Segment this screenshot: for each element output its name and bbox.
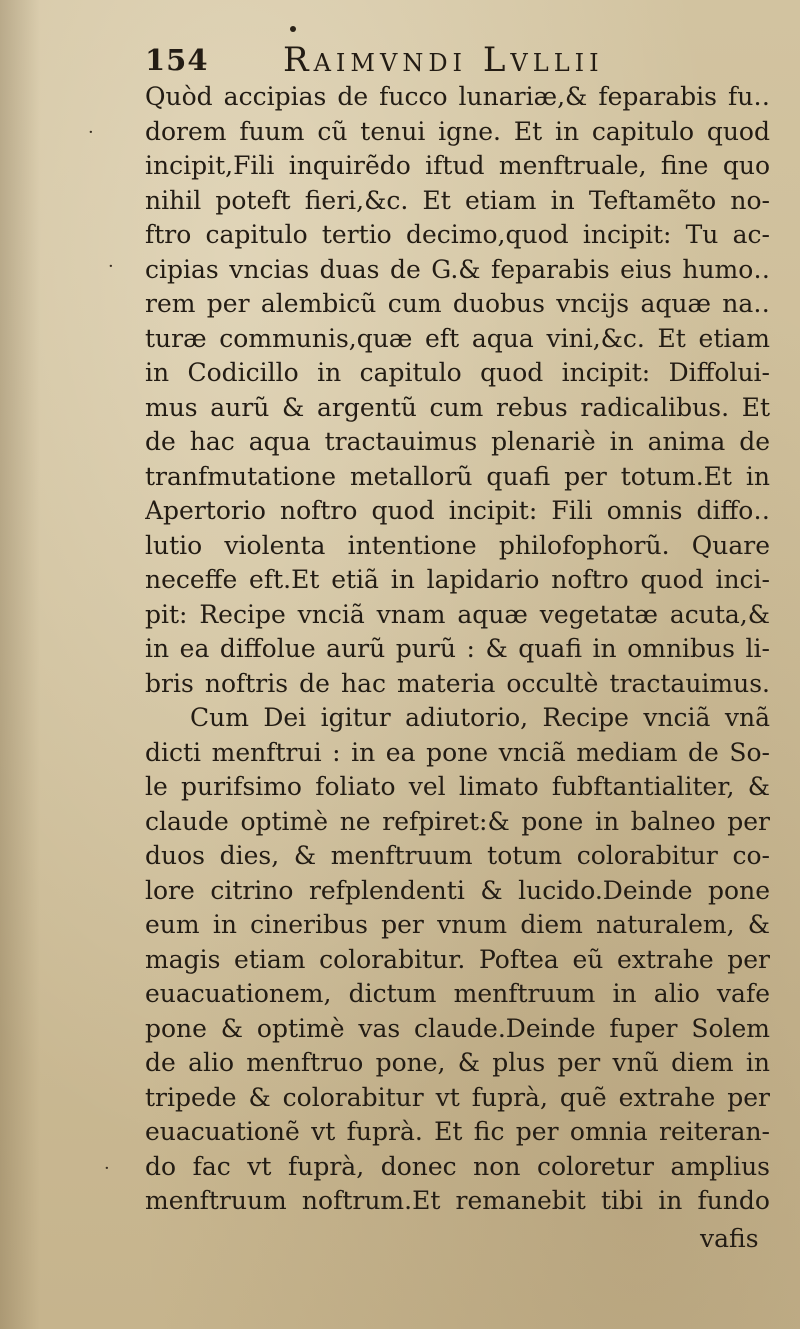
text-line: turæ communis,quæ eft aqua vini,&c. Et etiam	[145, 323, 770, 353]
text-line: pit: Recipe vnciã vnam aquæ vegetatæ acuta,&	[145, 599, 770, 629]
text-line: duos dies, & menftruum totum colorabitur co-	[145, 841, 770, 870]
text-line: do fac vt fuprà, donec non coloretur amplius	[145, 1151, 770, 1181]
text-line: magis etiam colorabitur. Poftea eũ extrahe per	[145, 944, 770, 974]
text-line: in Codicillo in capitulo quod incipit: Diffolui-	[145, 358, 770, 387]
text-line: euacuationẽ vt fuprà. Et fic per omnia reiteran-	[145, 1117, 770, 1146]
text-line: Apertorio noftro quod incipit: Fili omnis diffo‥	[145, 496, 770, 525]
text-line: neceffe eft.Et etiã in lapidario noftro quod inci-	[145, 565, 770, 594]
running-head	[145, 38, 765, 82]
text-line: Quòd accipias de fucco lunariæ,& feparabis fu‥	[145, 82, 770, 111]
text-line: le purifsimo foliato vel limato fubftantialiter, &	[145, 772, 770, 801]
text-line: dorem fuum cũ tenui igne. Et in capitulo quod	[145, 116, 770, 146]
body-text	[145, 80, 770, 1219]
text-line: tripede & colorabitur vt fuprà, quẽ extrahe per	[145, 1082, 770, 1112]
running-title: Raimvndi Lvllii	[283, 40, 604, 80]
text-line: menftruum noftrum.Et remanebit tibi in fundo	[145, 1186, 770, 1215]
text-line: pone & optimè vas claude.Deinde fuper Solem	[145, 1013, 770, 1043]
catchword: vafis	[700, 1224, 759, 1253]
text-line: mus aurũ & argentũ cum rebus radicalibus. Et	[145, 392, 770, 422]
margin-mark: ·	[108, 256, 114, 277]
text-line: incipit,Fili inquirẽdo iftud menftruale, fine quo	[145, 151, 770, 180]
text-line: cipias vncias duas de G.& feparabis eius humo‥	[145, 254, 770, 284]
text-line: nihil poteft fieri,&c. Et etiam in Teftamẽto no-	[145, 185, 770, 215]
text-line: bris noftris de hac materia occultè tractauimus.	[145, 668, 770, 698]
text-line: claude optimè ne refpiret:& pone in balneo per	[145, 806, 770, 836]
page-number: 154	[145, 43, 209, 77]
text-line: Cum Dei igitur adiutorio, Recipe vnciã vnã	[190, 703, 770, 732]
text-line: de alio menftruo pone, & plus per vnũ diem in	[145, 1048, 770, 1077]
gutter-shadow	[0, 0, 40, 1329]
margin-mark: ·	[88, 122, 94, 143]
text-line: euacuationem, dictum menftruum in alio vafe	[145, 979, 770, 1008]
text-line: ftro capitulo tertio decimo,quod incipit: Tu ac-	[145, 220, 770, 249]
text-line: lore citrino refplendenti & lucido.Deinde pone	[145, 875, 770, 905]
text-line: de hac aqua tractauimus plenariè in anima de	[145, 427, 770, 456]
text-line: rem per alembicũ cum duobus vncijs aquæ na‥	[145, 289, 770, 318]
text-line: lutio violenta intentione philofophorũ. Quare	[145, 530, 770, 560]
margin-mark: ·	[104, 1158, 110, 1179]
text-line: tranfmutatione metallorũ quafi per totum.Et in	[145, 461, 770, 491]
ink-dot	[290, 26, 296, 32]
text-line: eum in cineribus per vnum diem naturalem, &	[145, 910, 770, 939]
text-line: in ea diffolue aurũ purũ : & quafi in omnibus li-	[145, 634, 770, 663]
text-line: dicti menftrui : in ea pone vnciã mediam de So-	[145, 737, 770, 767]
